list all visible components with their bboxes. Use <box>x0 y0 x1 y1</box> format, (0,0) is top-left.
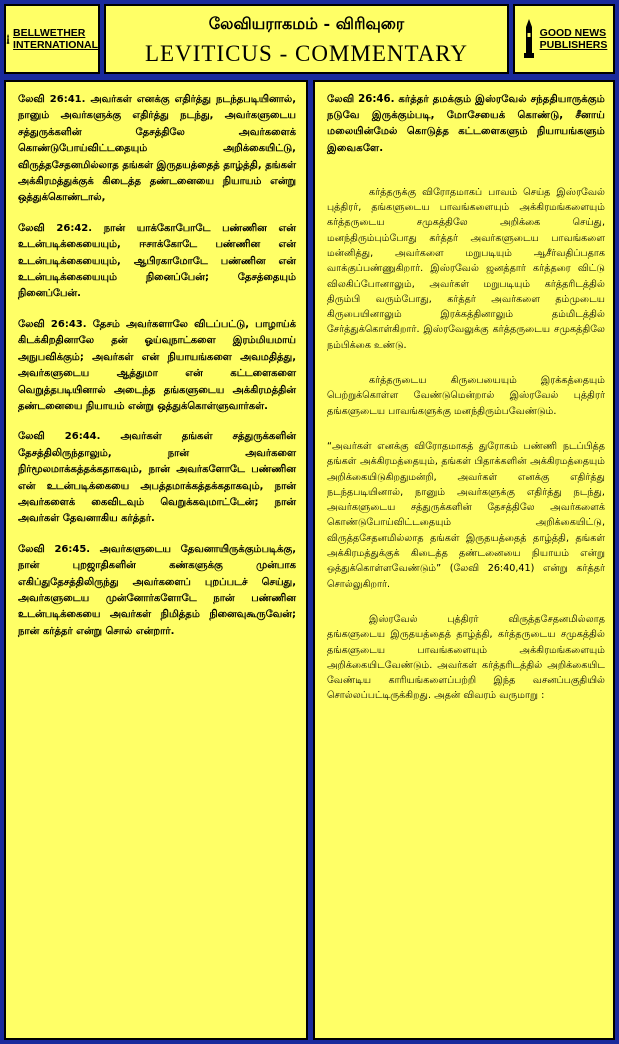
right-column <box>313 80 615 1040</box>
verse-ref: லேவி 26:46. <box>327 94 395 105</box>
verse-text: அவர்கள் தங்கள் சத்துருக்களின் தேசத்திலிருந்தாலும், நான் அவர்களை நிர்மூலமாக்கத்தக்கதாகவும், நான் அவர்களோடே பண்ணின என் உடன்படிக்கையை அபத்தமாக்கத்தக்கதாகவும், நான் அவர்களைக் கைவிடவும் வெறுக்கவுமாட்டேன்; நான் அவர்கள் தேவனாகிய கர்த்தர். <box>18 431 297 525</box>
verse-ref: லேவி 26:43. <box>18 318 87 330</box>
verse-text: கர்த்தர் தமக்கும் இஸ்ரவேல் சந்ததியாருக்கும் நடுவே இருக்கும்படி, மோசேயைக் கொண்டு, சீனாய் மலையின்மேல் கொடுத்த கட்டளைகளும் நியாயங்களும் இவைகளே. <box>327 94 605 154</box>
verse-text: அவர்களுடைய தேவனாயிருக்கும்படிக்கு, நான் புறஜாதிகளின் கண்களுக்கு முன்பாக எகிப்துதேசத்திலிருந்து அவர்களைப் புறப்படச் செய்து, அவர்களுடைய முன்னோர்களோடே நான் பண்ணின உடன்படிக்கையை அவர்கள் நிமித்தம் நினைவுகூருவேன்; நான் கர்த்தர் என்று சொல் என்றார். <box>18 543 296 637</box>
logo-right-line2: PUBLISHERS <box>539 39 608 51</box>
verse-26-46 <box>327 92 605 157</box>
logo-left-line2: INTERNATIONAL <box>13 39 98 51</box>
logo-left-line1: BELLWETHER <box>13 27 86 39</box>
page-header <box>104 4 509 74</box>
verse-ref: லேவி 26:45. <box>18 543 91 555</box>
title-english: LEVITICUS - COMMENTARY <box>145 41 468 66</box>
verse-ref: லேவி 26:44. <box>18 431 101 443</box>
good-news-publishers-logo <box>513 4 615 74</box>
verse-26-45 <box>18 542 296 640</box>
commentary-paragraph: கர்த்தருடைய கிருபையையும் இரக்கத்தையும் பெற்றுக்கொள்ள வேண்டுமென்றால் இஸ்ரவேல் புத்திரர் தங்களுடைய பாவங்களுக்கு மனந்திரும்பவேண்டும். <box>327 375 605 417</box>
verse-text: நான் யாக்கோபோடே பண்ணின என் உடன்படிக்கையையும், ஈசாக்கோடே பண்ணின என் உடன்படிக்கையையும், ஆபிரகாமோடே பண்ணின என் உடன்படிக்கையையும் நினைப்பேன்; தேசத்தையும் நினைப்பேன். <box>18 222 296 300</box>
commentary-paragraph: இஸ்ரவேல் புத்திரர் விருத்தசேதனமில்லாத தங்களுடைய இருதயத்தைத் தாழ்த்தி, கர்த்தருடைய சமுகத்தில் தங்களுடைய பாவங்களையும் அக்கிரமங்களையும் அறிக்கையிடவேண்டும். அவர்கள் கர்த்தரிடத்தில் அறிக்கையிட வேண்டிய காரியங்களைப்பற்றி இந்த வசனப்பகுதியில் சொல்லப்பட்டிருக்கிறது. அதன் விவரம் வருமாறு : <box>327 613 605 702</box>
logo-right-line1: GOOD NEWS <box>539 27 607 39</box>
tower-icon <box>521 19 537 59</box>
verse-text: தேசம் அவர்களாலே விடப்பட்டு, பாழாய்க் கிடக்கிறதினாலே தன் ஓய்வுநாட்களை இரம்மியமாய் அநுபவிக்கும்; அவர்கள் என் நியாயங்களை அவமதித்து, அவர்களுடைய ஆத்துமா என் கட்டளைகளை வெறுத்தபடியினால் அடைந்த தங்களுடைய அக்கிரமத்தின் தண்டனையை நியாயம் என்று ஒத்துக்கொள்ளுவார்கள். <box>18 318 297 412</box>
bellwether-logo <box>4 4 100 74</box>
left-column <box>4 80 308 1040</box>
title-tamil: லேவியராகமம் - விரிவுரை <box>208 14 405 33</box>
commentary-quote-paragraph: “அவர்கள் எனக்கு விரோதமாகத் துரோகம் பண்ணி நடப்பித்த தங்கள் அக்கிரமத்தையும், தங்கள் பிதாக்களின் அக்கிரமத்தையும் அறிக்கையிடுகிறதுமன்றி, அவர்கள் எனக்கு எதிர்த்து நடந்தபடியினால், நானும் அவர்களுக்கு எதிர்த்து நடந்து, அவர்களுடைய சத்துருக்களின் தேசத்திலே அவர்களைக் கொண்டுபோய்விட்டதையும் அறிக்கையிட்டு, விருத்தசேதனமில்லாத தங்கள் இருதயத்தைத் தாழ்த்தி, தங்கள் அக்கிரமத்துக்குக் கிடைத்த தண்டனையை நியாயம் என்று ஒத்துக்கொள்ளவேண்டும்” (லேவி 26:40,41) என்று கர்த்தர் சொல்லுகிறார். <box>327 440 605 590</box>
tower-icon <box>6 19 10 59</box>
verse-text: அவர்கள் எனக்கு எதிர்த்து நடந்தபடியினால், நானும் அவர்களுக்கு எதிர்த்து நடந்து, அவர்களுடைய சத்துருக்களின் தேசத்திலே அவர்களைக் கொண்டுபோய்விட்டதையும் அறிக்கையிட்டு, விருத்தசேதனமில்லாத தங்கள் இருதயத்தைத் தாழ்த்தி, தங்கள் அக்கிரமத்துக்குக் கிடைத்த தண்டனையை நியாயம் என்று ஒத்துக்கொண்டால், <box>18 94 296 204</box>
verse-26-42 <box>18 221 296 303</box>
verse-ref: லேவி 26:42. <box>18 222 93 234</box>
verse-ref: லேவி 26:41. <box>18 94 86 105</box>
commentary-paragraph: கர்த்தருக்கு விரோதமாகப் பாவம் செய்த இஸ்ரவேல் புத்திரர், தங்களுடைய பாவங்களையும் அக்கிரமங்களையும் கர்த்தருடைய சமுகத்திலே அறிக்கை செய்து, மனந்திரும்பும்போது கர்த்தர் அவர்களுடைய பாவங்களை மன்னித்து, அவர்களை மறுபடியும் ஆசீர்வதிப்பதாக வாக்குப்பண்ணுகிறார். இஸ்ரவேல் ஜனத்தார் கர்த்தரை விட்டு விலகிப்போனாலும், அவர்கள் மறுபடியும் கர்த்தரிடத்தில் திரும்பி வரும்போது, கர்த்தர் அவர்களை தம்முடைய கிருபையினாலும் இரக்கத்தினாலும் தம்மிடத்தில் சேர்த்துக்கொள்கிறார். இஸ்ரவேலுக்கு கர்த்தருடைய சமுகத்திலே நம்பிக்கை உண்டு. <box>327 186 605 351</box>
verse-26-44 <box>18 429 296 527</box>
verse-26-41 <box>18 92 296 207</box>
verse-26-43 <box>18 317 296 415</box>
